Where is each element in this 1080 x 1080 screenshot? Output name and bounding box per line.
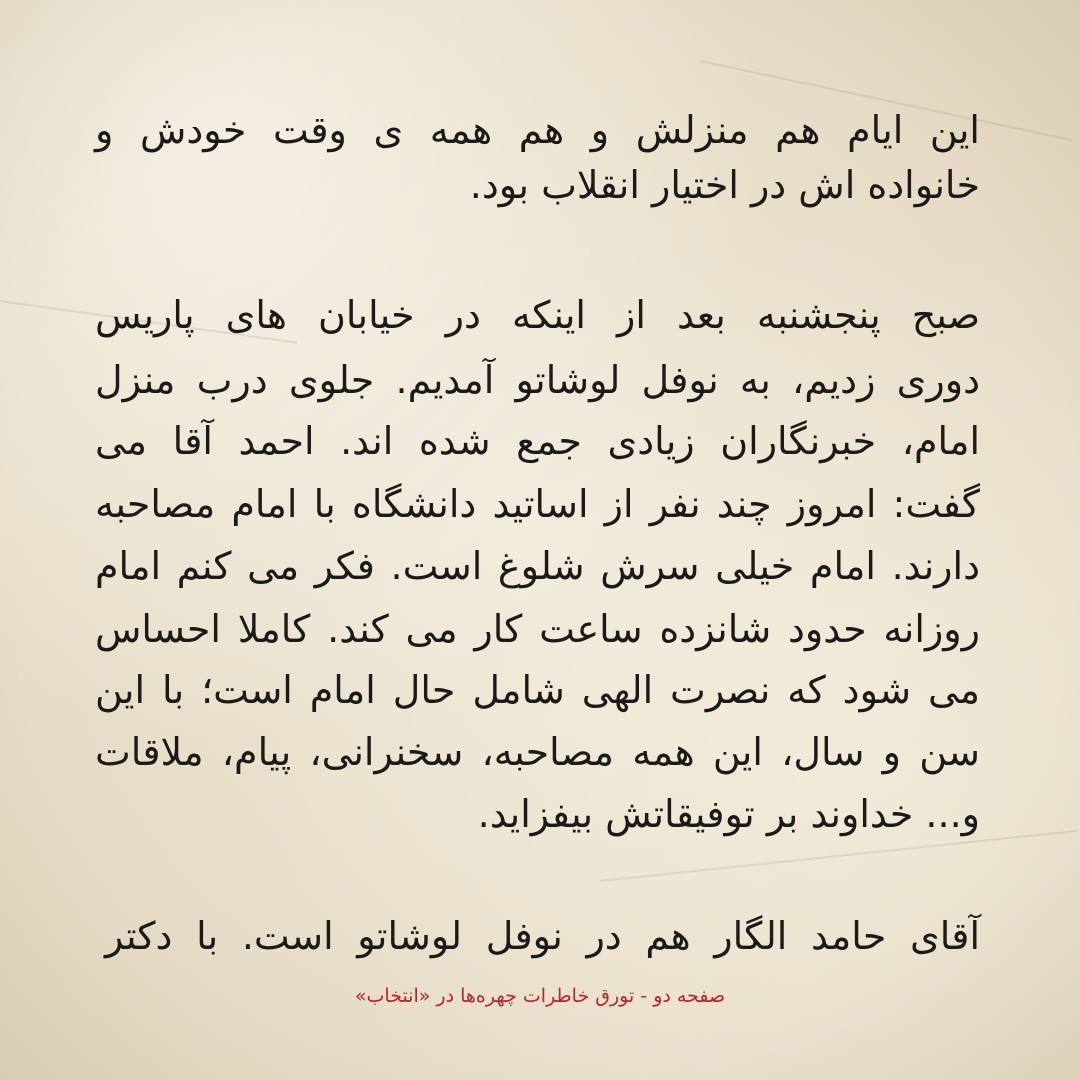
text-line: روزانه حدود شانزده ساعت کار می کند. کاملا احساس (95, 607, 980, 651)
text-line: این ایام هم منزلش و هم همه ی وقت خودش و (95, 108, 980, 152)
text-line: دوری زدیم، به نوفل لوشاتو آمدیم. جلوی درب منزل (95, 358, 980, 402)
text-line: صبح پنجشنبه بعد از اینکه در خیابان های پاریس (95, 293, 980, 337)
text-line: می شود که نصرت الهی شامل حال امام است؛ با این (95, 668, 980, 712)
text-line: گفت: امروز چند نفر از اساتید دانشگاه با امام مصاحبه (95, 482, 980, 526)
text-line: سن و سال، این همه مصاحبه، سخنرانی، پیام، ملاقات (95, 730, 980, 774)
text-line: امام، خبرنگاران زیادی جمع شده اند. احمد آقا می (95, 419, 980, 463)
text-line: خانواده اش در اختیار انقلاب بود. (469, 163, 980, 207)
text-line: و... خداوند بر توفیقاتش بیفزاید. (477, 792, 980, 836)
text-line: آقای حامد الگار هم در نوفل لوشاتو است. با دکتر (105, 914, 980, 958)
footer-caption: صفحه دو - تورق خاطرات چهره‌ها در «انتخاب» (354, 985, 726, 1007)
text-line: دارند. امام خیلی سرش شلوغ است. فکر می کنم امام (95, 544, 980, 588)
